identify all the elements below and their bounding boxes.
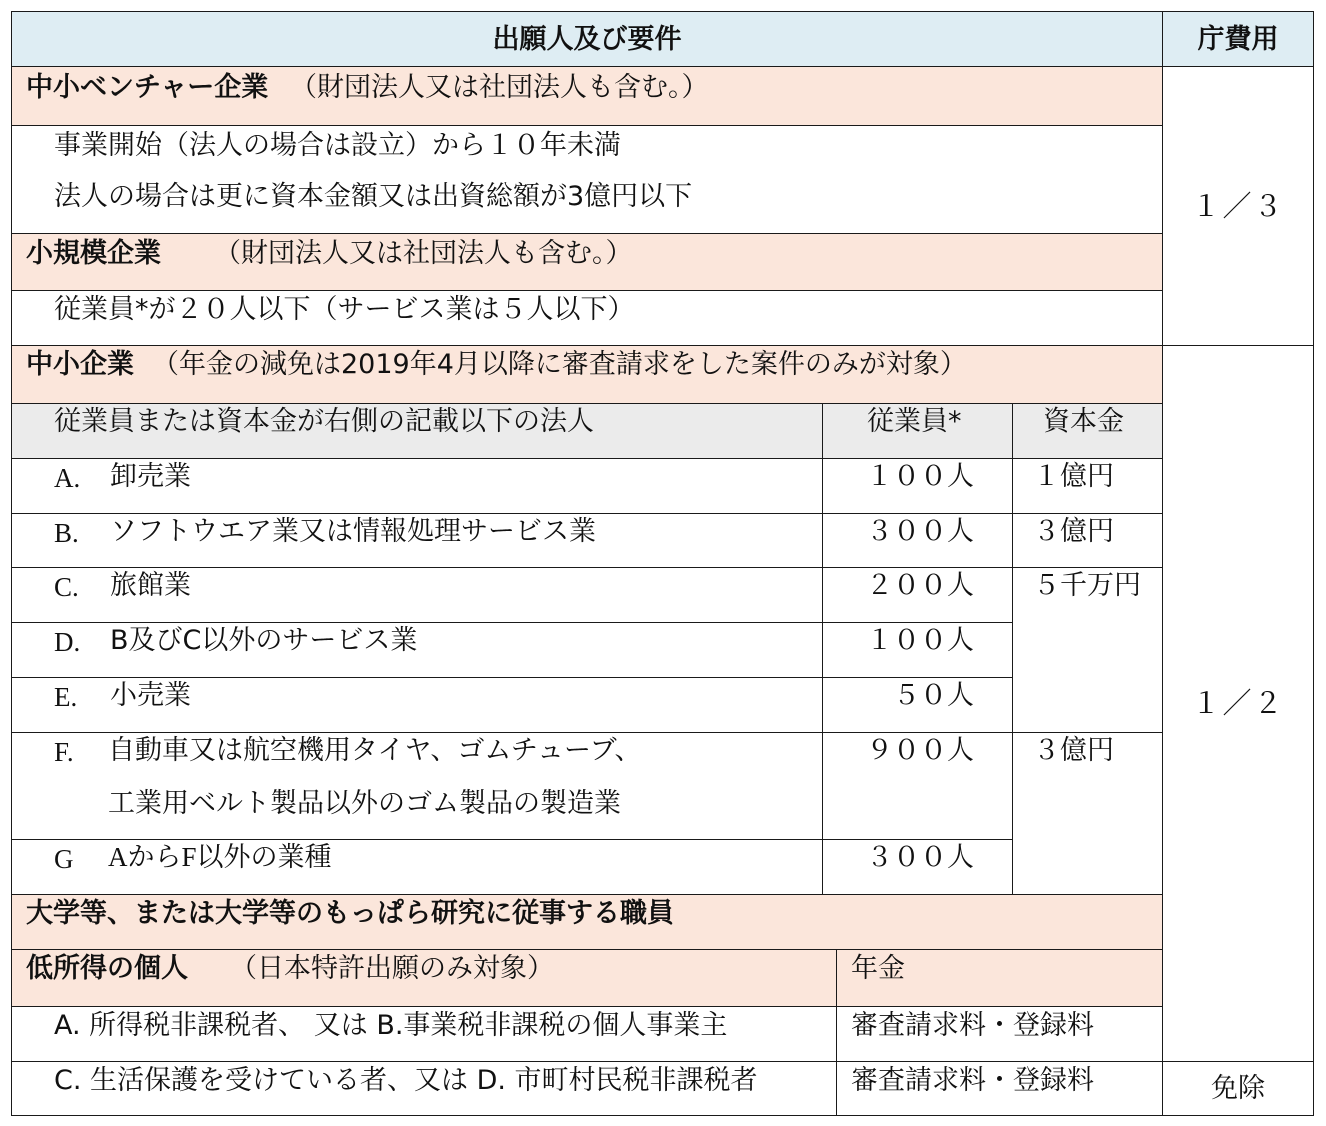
low-income-row-2-fee-label: 審査請求料・登録料 (851, 1065, 1094, 1096)
venture-conditions (11, 125, 1163, 234)
sme-row-b-letter: B. (54, 518, 79, 548)
sme-row-d-employees (822, 622, 1013, 678)
low-income-note: （日本特許出願のみ対象） (230, 953, 554, 984)
sme-row-c-industry: 旅館業 (110, 570, 191, 601)
sme-row-a-capital-value: １億円 (1033, 461, 1114, 492)
sme-row-f-industry-line2: 工業用ベルト製品以外のゴム製品の製造業 (108, 788, 621, 819)
sme-row-a-letter: A. (54, 463, 81, 493)
sme-row-a-employees (822, 458, 1013, 514)
sme-note: （年金の減免は2019年4月以降に審査請求をした案件のみが対象） (152, 349, 967, 380)
fee-one-third-value: １／３ (1191, 188, 1285, 223)
sme-row-a-capital (1012, 458, 1163, 514)
low-income-category-row (11, 949, 837, 1007)
sme-row-b-capital (1012, 513, 1163, 568)
sme-row-b-name (11, 513, 823, 568)
small-condition-1: 従業員*が２０人以下（サービス業は５人以下） (54, 294, 635, 325)
sme-row-b-employees (822, 513, 1013, 568)
fee-exempt (1162, 1061, 1314, 1116)
sme-row-c-name (11, 567, 823, 623)
low-income-row-1 (11, 1006, 837, 1062)
sme-capital-c-to-e (1012, 567, 1163, 733)
sme-row-g-letter: G (54, 844, 74, 874)
small-note: （財団法人又は社団法人も含む。） (214, 238, 633, 269)
low-income-row-2-text: C. 生活保護を受けている者、又は D. 市町村民税非課税者 (54, 1065, 758, 1096)
sme-col-desc-label: 従業員または資本金が右側の記載以下の法人 (54, 406, 594, 437)
low-income-title: 低所得の個人 (26, 953, 188, 984)
low-income-annuity-label: 年金 (851, 953, 905, 984)
sme-row-g-name (11, 839, 823, 895)
sme-col-desc (11, 403, 823, 459)
sme-row-g-employees (822, 839, 1013, 895)
sme-row-e-employees (822, 677, 1013, 733)
sme-row-e-industry: 小売業 (110, 680, 191, 711)
sme-row-d-name (11, 622, 823, 678)
sme-capital-f-to-g (1012, 732, 1163, 895)
low-income-row-1-text: A. 所得税非課税者、 又は B.事業税非課税の個人事業主 (54, 1010, 728, 1041)
sme-col-employees (822, 403, 1013, 459)
low-income-annuity (836, 949, 1163, 1007)
university-title: 大学等、または大学等のもっぱら研究に従事する職員 (26, 898, 674, 929)
sme-row-f-industry: 自動車又は航空機用タイヤ、ゴムチューブ、 (108, 735, 642, 766)
sme-row-e-employees-value: ５０人 (893, 680, 974, 711)
sme-row-a-industry: 卸売業 (110, 461, 191, 492)
small-title: 小規模企業 (26, 238, 161, 269)
sme-row-b-capital-value: ３億円 (1033, 516, 1114, 547)
sme-row-d-employees-value: １００人 (866, 625, 974, 656)
sme-row-a-employees-value: １００人 (866, 461, 974, 492)
fee-exempt-value: 免除 (1211, 1073, 1265, 1104)
sme-row-d-industry: B及びC以外のサービス業 (110, 625, 418, 656)
small-condition-row (11, 290, 1163, 346)
low-income-row-2-fee (836, 1061, 1163, 1116)
sme-row-f-capital-value: ３億円 (1033, 735, 1114, 766)
sme-row-a-name (11, 458, 823, 514)
venture-condition-2: 法人の場合は更に資本金額又は出資総額が3億円以下 (54, 181, 693, 212)
sme-col-capital (1012, 403, 1163, 459)
sme-row-f-name (11, 732, 823, 840)
header-requirements-label: 出願人及び要件 (492, 23, 682, 55)
sme-row-c-employees-value: ２００人 (866, 570, 974, 601)
venture-title: 中小ベンチャー企業 (26, 72, 269, 103)
venture-category-row (11, 66, 1163, 126)
sme-title: 中小企業 (26, 349, 134, 380)
sme-row-f-letter: F. (54, 737, 74, 767)
sme-row-c-letter: C. (54, 572, 79, 602)
header-fee-label: 庁費用 (1197, 23, 1279, 55)
small-category-row (11, 233, 1163, 291)
venture-condition-1: 事業開始（法人の場合は設立）から１０年未満 (54, 130, 621, 161)
university-category-row (11, 894, 1163, 950)
sme-col-capital-label: 資本金 (1043, 406, 1124, 437)
sme-row-d-letter: D. (54, 627, 81, 657)
sme-row-g-employees-value: ３００人 (866, 842, 974, 873)
low-income-row-2 (11, 1061, 837, 1116)
sme-row-c-capital-value: ５千万円 (1033, 570, 1141, 601)
sme-row-f-employees (822, 732, 1013, 840)
low-income-row-1-fee-label: 審査請求料・登録料 (851, 1010, 1094, 1041)
sme-category-row (11, 345, 1163, 404)
venture-note: （財団法人又は社団法人も含む。） (290, 72, 709, 103)
sme-row-c-employees (822, 567, 1013, 623)
fee-one-third (1162, 66, 1314, 346)
header-fee (1162, 11, 1314, 67)
sme-row-g-industry: AからF以外の業種 (108, 842, 332, 872)
sme-col-employees-label: 従業員* (867, 406, 962, 437)
fee-one-half (1162, 345, 1314, 1062)
sme-row-f-employees-value: ９００人 (866, 735, 974, 766)
fee-one-half-value: １／２ (1191, 686, 1285, 720)
header-requirements (11, 11, 1163, 67)
sme-row-b-industry: ソフトウエア業又は情報処理サービス業 (110, 516, 596, 547)
sme-row-b-employees-value: ３００人 (866, 516, 974, 547)
low-income-row-1-fee (836, 1006, 1163, 1062)
sme-row-e-letter: E. (54, 682, 78, 712)
sme-row-e-name (11, 677, 823, 733)
